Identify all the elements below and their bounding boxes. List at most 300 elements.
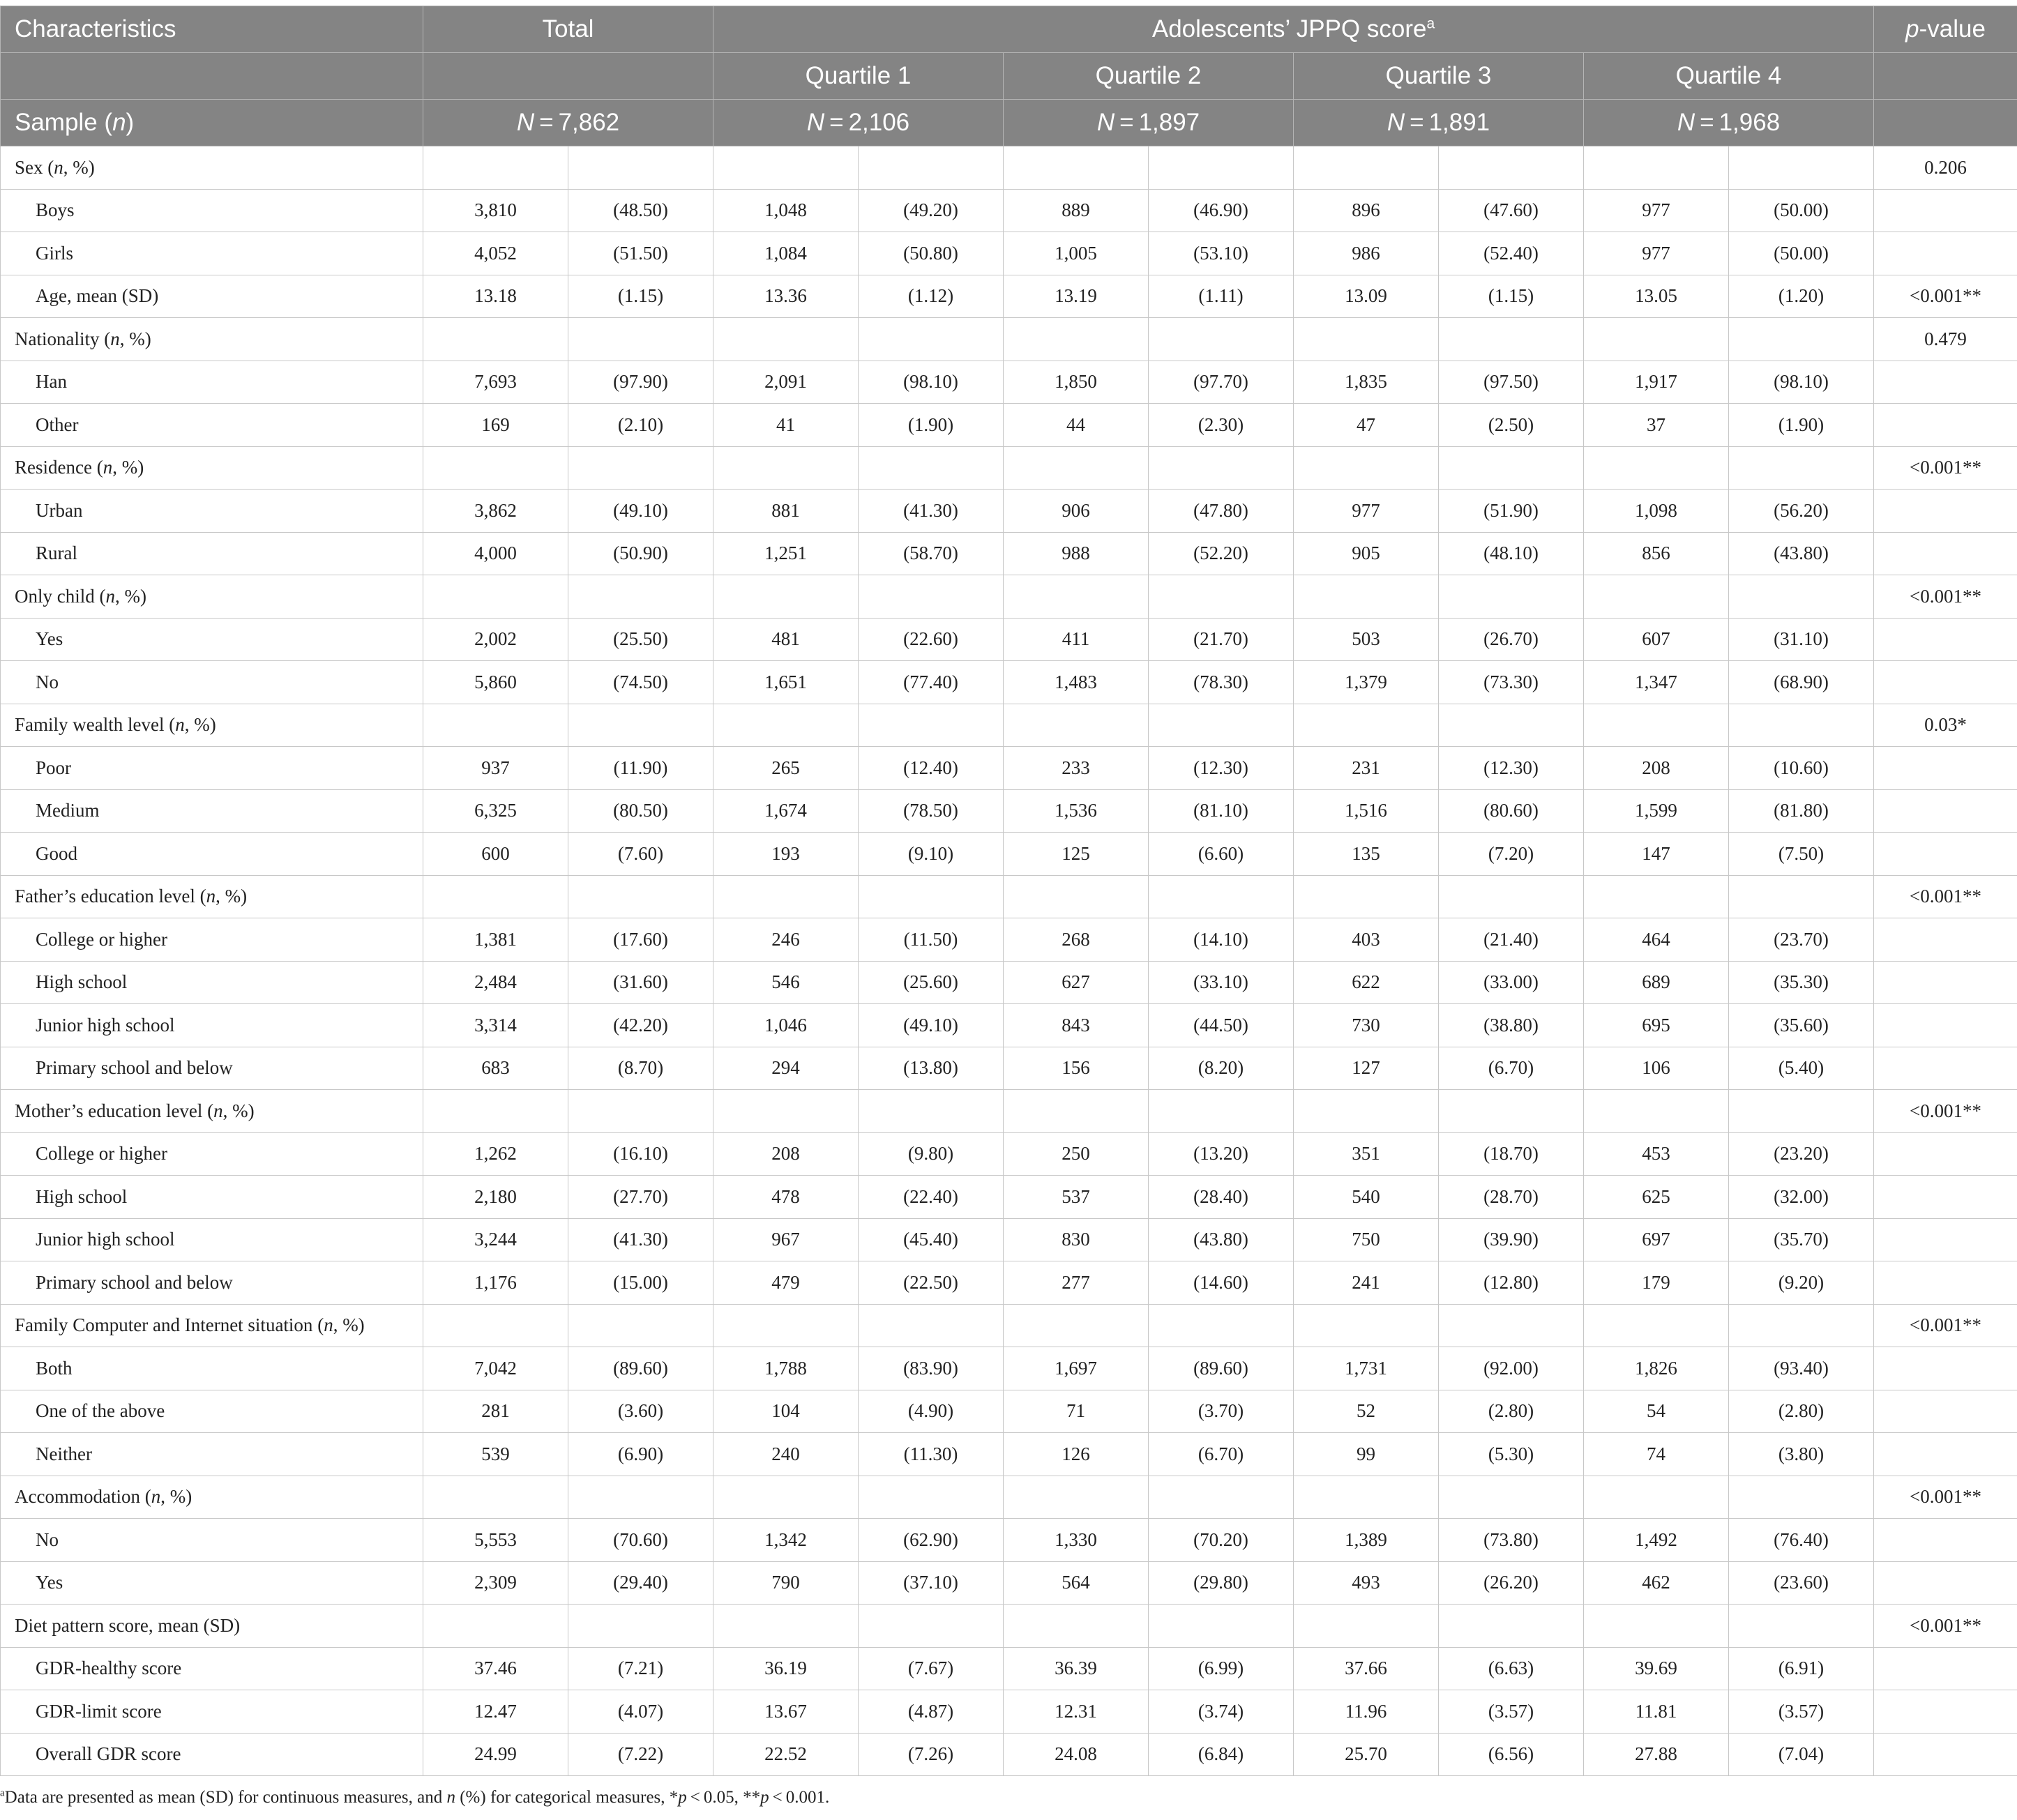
value-cell: 208 [713,1132,859,1176]
category-label [1,575,423,619]
header-group-title-sup: a [1426,15,1435,32]
value-cell [1294,1476,1439,1519]
header-quartile-4: Quartile 4 [1584,53,1874,100]
value-cell: 453 [1584,1132,1729,1176]
percent-cell: (21.40) [1439,918,1584,962]
value-cell: 1,005 [1004,232,1149,275]
percent-cell: (6.99) [1149,1647,1294,1690]
percent-cell: (8.20) [1149,1047,1294,1090]
value-cell: 1,098 [1584,490,1729,533]
value-cell: 750 [1294,1218,1439,1261]
percent-cell: (9.10) [859,833,1004,876]
category-label [1,1090,423,1133]
percent-cell: (89.60) [1149,1347,1294,1390]
row-label-suffix: (n, %) [317,1314,365,1336]
percent-cell: (47.80) [1149,490,1294,533]
value-cell: 13.05 [1584,275,1729,318]
row-label [1,404,423,447]
row-label-text: Overall GDR score [36,1743,181,1765]
table-row [1,232,2017,275]
row-label-text: Sex [15,156,43,178]
row-label [1,1004,423,1047]
row-label-text: No [36,671,59,692]
value-cell: 689 [1584,961,1729,1004]
percent-cell: (9.80) [859,1132,1004,1176]
value-cell: 22.52 [713,1733,859,1776]
value-cell: 1,251 [713,532,859,575]
value-cell: 493 [1294,1561,1439,1605]
percent-cell: (26.70) [1439,618,1584,661]
percent-cell: (3.80) [1729,1433,1874,1476]
p-value-cell: <0.001** [1874,1304,2017,1347]
percent-cell: (93.40) [1729,1347,1874,1390]
percent-cell: (4.87) [859,1690,1004,1734]
percent-cell: (78.30) [1149,661,1294,704]
percent-cell [859,146,1004,190]
row-label-text: One of the above [36,1400,165,1422]
percent-cell: (2.10) [568,404,713,447]
value-cell [423,1476,568,1519]
value-cell: 193 [713,833,859,876]
value-cell [423,875,568,918]
value-cell: 1,046 [713,1004,859,1047]
percent-cell: (38.80) [1439,1004,1584,1047]
table-row [1,1390,2017,1433]
percent-cell: (44.50) [1149,1004,1294,1047]
value-cell: 37 [1584,404,1729,447]
value-cell [1584,318,1729,361]
value-cell: 889 [1004,189,1149,232]
table-row [1,532,2017,575]
row-label [1,1176,423,1219]
value-cell [1584,1090,1729,1133]
percent-cell: (1.20) [1729,275,1874,318]
percent-cell: (2.30) [1149,404,1294,447]
category-row [1,575,2017,619]
value-cell: 1,697 [1004,1347,1149,1390]
percent-cell [568,318,713,361]
percent-cell: (12.80) [1439,1261,1584,1305]
value-cell [1294,1605,1439,1648]
value-cell: 240 [713,1433,859,1476]
table-row [1,1647,2017,1690]
percent-cell: (7.26) [859,1733,1004,1776]
value-cell [423,1304,568,1347]
value-cell: 5,553 [423,1519,568,1562]
percent-cell: (43.80) [1729,532,1874,575]
percent-cell: (6.90) [568,1433,713,1476]
category-row [1,1304,2017,1347]
value-cell: 537 [1004,1176,1149,1219]
percent-cell [568,446,713,490]
percent-cell: (11.50) [859,918,1004,962]
percent-cell: (15.00) [568,1261,713,1305]
row-label-text: Father’s education level [15,886,195,907]
header-sample-label: Sample [15,109,98,136]
percent-cell: (13.80) [859,1047,1004,1090]
row-label-text: Mother’s education level [15,1100,203,1121]
value-cell: 268 [1004,918,1149,962]
row-label-text: High school [36,1185,128,1207]
header-sample-q1: N = 2,106 [713,100,1004,146]
percent-cell: (3.57) [1729,1690,1874,1734]
percent-cell [1729,704,1874,747]
row-label [1,1047,423,1090]
value-cell [713,1304,859,1347]
value-cell: 830 [1004,1218,1149,1261]
characteristics-table [0,6,2017,1776]
row-label-text: Girls [36,242,73,264]
percent-cell [859,446,1004,490]
percent-cell: (14.10) [1149,918,1294,962]
p-value-cell: <0.001** [1874,875,2017,918]
value-cell: 1,731 [1294,1347,1439,1390]
value-cell: 25.70 [1294,1733,1439,1776]
percent-cell: (11.90) [568,747,713,790]
value-cell [423,146,568,190]
value-cell: 481 [713,618,859,661]
header-sample-q2: N = 1,897 [1004,100,1294,146]
row-label-suffix: (n, %) [99,585,146,607]
value-cell: 1,262 [423,1132,568,1176]
value-cell [423,1090,568,1133]
value-cell: 967 [713,1218,859,1261]
percent-cell: (6.84) [1149,1733,1294,1776]
p-value-cell [1874,1047,2017,1090]
p-value-cell [1874,1347,2017,1390]
row-label-text: Family wealth level [15,714,165,736]
value-cell [1004,1304,1149,1347]
value-cell: 125 [1004,833,1149,876]
row-label [1,618,423,661]
p-value-cell [1874,1561,2017,1605]
value-cell: 600 [423,833,568,876]
value-cell: 683 [423,1047,568,1090]
percent-cell: (35.70) [1729,1218,1874,1261]
value-cell: 126 [1004,1433,1149,1476]
value-cell: 36.39 [1004,1647,1149,1690]
percent-cell [1439,1605,1584,1648]
value-cell: 179 [1584,1261,1729,1305]
value-cell [1584,575,1729,619]
value-cell: 6,325 [423,789,568,833]
percent-cell [1439,1476,1584,1519]
value-cell [423,1605,568,1648]
value-cell [1584,446,1729,490]
value-cell: 977 [1584,189,1729,232]
percent-cell: (46.90) [1149,189,1294,232]
p-value-cell: <0.001** [1874,575,2017,619]
percent-cell: (18.70) [1439,1132,1584,1176]
header-total: Total [423,6,713,53]
value-cell: 905 [1294,532,1439,575]
category-row [1,1476,2017,1519]
footnote-sup: a [0,1787,5,1799]
row-label-text: Accommodation [15,1486,140,1508]
table-row [1,1261,2017,1305]
percent-cell: (27.70) [568,1176,713,1219]
percent-cell: (56.20) [1729,490,1874,533]
p-value-cell [1874,1390,2017,1433]
percent-cell: (7.04) [1729,1733,1874,1776]
value-cell: 41 [713,404,859,447]
value-cell: 135 [1294,833,1439,876]
percent-cell [1439,318,1584,361]
percent-cell: (76.40) [1729,1519,1874,1562]
value-cell [1584,1476,1729,1519]
header-quartile-1: Quartile 1 [713,53,1004,100]
table-row [1,1519,2017,1562]
table-row [1,189,2017,232]
value-cell: 1,084 [713,232,859,275]
value-cell [423,575,568,619]
value-cell: 3,810 [423,189,568,232]
percent-cell: (1.15) [1439,275,1584,318]
percent-cell: (3.70) [1149,1390,1294,1433]
value-cell: 11.81 [1584,1690,1729,1734]
value-cell [1294,146,1439,190]
value-cell: 241 [1294,1261,1439,1305]
p-value-cell [1874,189,2017,232]
value-cell: 906 [1004,490,1149,533]
percent-cell [568,875,713,918]
value-cell: 3,244 [423,1218,568,1261]
value-cell: 13.67 [713,1690,859,1734]
row-label-text: Age, mean (SD) [36,285,159,307]
value-cell: 856 [1584,532,1729,575]
p-value-cell: <0.001** [1874,446,2017,490]
row-label-suffix: (n, %) [199,886,248,907]
percent-cell: (68.90) [1729,661,1874,704]
row-label-text: Primary school and below [36,1057,233,1079]
value-cell [713,146,859,190]
percent-cell: (17.60) [568,918,713,962]
percent-cell: (4.90) [859,1390,1004,1433]
value-cell: 156 [1004,1047,1149,1090]
row-label-text: Both [36,1357,73,1379]
value-cell [1004,146,1149,190]
value-cell: 250 [1004,1132,1149,1176]
value-cell: 1,826 [1584,1347,1729,1390]
value-cell [1004,875,1149,918]
percent-cell [1149,318,1294,361]
row-label-text: Family Computer and Internet situation [15,1314,313,1336]
value-cell: 881 [713,490,859,533]
percent-cell: (11.30) [859,1433,1004,1476]
value-cell: 52 [1294,1390,1439,1433]
percent-cell: (47.60) [1439,189,1584,232]
row-label-suffix: (n, %) [169,714,216,736]
row-label-text: Poor [36,757,72,778]
percent-cell: (28.70) [1439,1176,1584,1219]
value-cell: 5,860 [423,661,568,704]
percent-cell: (51.90) [1439,490,1584,533]
percent-cell [859,1090,1004,1133]
value-cell: 564 [1004,1561,1149,1605]
row-label-text: College or higher [36,1143,167,1165]
percent-cell: (6.70) [1149,1433,1294,1476]
value-cell: 1,674 [713,789,859,833]
value-cell [713,1090,859,1133]
value-cell: 24.99 [423,1733,568,1776]
value-cell: 622 [1294,961,1439,1004]
row-label [1,1433,423,1476]
percent-cell: (26.20) [1439,1561,1584,1605]
percent-cell: (51.50) [568,232,713,275]
value-cell [1004,1476,1149,1519]
category-row [1,875,2017,918]
percent-cell: (50.00) [1729,232,1874,275]
header-quartile-2: Quartile 2 [1004,53,1294,100]
header-sample-q4: N = 1,968 [1584,100,1874,146]
value-cell: 39.69 [1584,1647,1729,1690]
row-label [1,789,423,833]
row-label [1,275,423,318]
value-cell: 627 [1004,961,1149,1004]
row-label-text: Nationality [15,328,100,349]
percent-cell: (62.90) [859,1519,1004,1562]
value-cell: 790 [713,1561,859,1605]
value-cell: 44 [1004,404,1149,447]
value-cell: 546 [713,961,859,1004]
row-label [1,747,423,790]
percent-cell: (52.20) [1149,532,1294,575]
value-cell [1294,1090,1439,1133]
percent-cell: (1.90) [1729,404,1874,447]
value-cell: 36.19 [713,1647,859,1690]
row-label [1,1647,423,1690]
value-cell: 277 [1004,1261,1149,1305]
value-cell [1004,575,1149,619]
value-cell: 1,651 [713,661,859,704]
percent-cell: (80.50) [568,789,713,833]
percent-cell: (28.40) [1149,1176,1294,1219]
value-cell [1294,1304,1439,1347]
table-row [1,661,2017,704]
percent-cell: (25.50) [568,618,713,661]
percent-cell: (22.50) [859,1261,1004,1305]
value-cell [1584,704,1729,747]
category-row [1,1090,2017,1133]
value-cell [1584,1304,1729,1347]
table-row [1,1433,2017,1476]
percent-cell: (53.10) [1149,232,1294,275]
value-cell [713,318,859,361]
category-label [1,146,423,190]
percent-cell: (49.20) [859,189,1004,232]
percent-cell: (7.60) [568,833,713,876]
value-cell: 403 [1294,918,1439,962]
value-cell: 896 [1294,189,1439,232]
row-label-text: College or higher [36,928,167,950]
value-cell: 12.31 [1004,1690,1149,1734]
percent-cell: (42.20) [568,1004,713,1047]
p-value-cell [1874,1433,2017,1476]
percent-cell: (49.10) [859,1004,1004,1047]
percent-cell: (1.90) [859,404,1004,447]
percent-cell: (7.22) [568,1733,713,1776]
value-cell [1294,704,1439,747]
table-row [1,747,2017,790]
category-row [1,704,2017,747]
value-cell: 2,180 [423,1176,568,1219]
value-cell: 104 [713,1390,859,1433]
value-cell [713,704,859,747]
percent-cell: (48.10) [1439,532,1584,575]
percent-cell: (97.50) [1439,361,1584,404]
p-value-cell: <0.001** [1874,275,2017,318]
percent-cell: (92.00) [1439,1347,1584,1390]
category-label [1,1476,423,1519]
value-cell [1294,875,1439,918]
header-group-title [713,6,1874,53]
percent-cell: (35.30) [1729,961,1874,1004]
percent-cell: (13.20) [1149,1132,1294,1176]
row-label-text: Diet pattern score, mean (SD) [15,1614,241,1636]
value-cell: 13.18 [423,275,568,318]
value-cell: 937 [423,747,568,790]
value-cell [1584,146,1729,190]
percent-cell: (50.90) [568,532,713,575]
percent-cell: (5.30) [1439,1433,1584,1476]
percent-cell [1149,704,1294,747]
value-cell: 3,314 [423,1004,568,1047]
table-row [1,1561,2017,1605]
percent-cell: (29.80) [1149,1561,1294,1605]
value-cell: 74 [1584,1433,1729,1476]
row-label [1,1690,423,1734]
value-cell: 27.88 [1584,1733,1729,1776]
value-cell [1584,875,1729,918]
percent-cell: (9.20) [1729,1261,1874,1305]
value-cell [1294,318,1439,361]
value-cell [1004,446,1149,490]
percent-cell: (3.74) [1149,1690,1294,1734]
header-empty-cell [1874,53,2017,100]
percent-cell: (39.90) [1439,1218,1584,1261]
p-value-cell [1874,1690,2017,1734]
percent-cell: (50.00) [1729,189,1874,232]
percent-cell: (33.00) [1439,961,1584,1004]
row-label-text: GDR-limit score [36,1700,162,1722]
header-empty-cell [1,53,423,100]
percent-cell [1439,1304,1584,1347]
row-label-text: No [36,1529,59,1550]
percent-cell: (6.91) [1729,1647,1874,1690]
percent-cell: (48.50) [568,189,713,232]
table-row [1,404,2017,447]
percent-cell: (1.12) [859,275,1004,318]
value-cell: 106 [1584,1047,1729,1090]
value-cell: 1,381 [423,918,568,962]
percent-cell: (12.30) [1149,747,1294,790]
value-cell: 37.46 [423,1647,568,1690]
p-value-cell [1874,1132,2017,1176]
header-sample-n: n [112,109,126,136]
p-value-cell [1874,618,2017,661]
table-row [1,789,2017,833]
value-cell [713,1476,859,1519]
percent-cell: (29.40) [568,1561,713,1605]
row-label-text: GDR-healthy score [36,1658,182,1679]
value-cell: 1,483 [1004,661,1149,704]
percent-cell [1729,446,1874,490]
percent-cell: (80.60) [1439,789,1584,833]
row-label [1,532,423,575]
row-label-text: Medium [36,800,100,821]
percent-cell: (31.60) [568,961,713,1004]
value-cell: 986 [1294,232,1439,275]
